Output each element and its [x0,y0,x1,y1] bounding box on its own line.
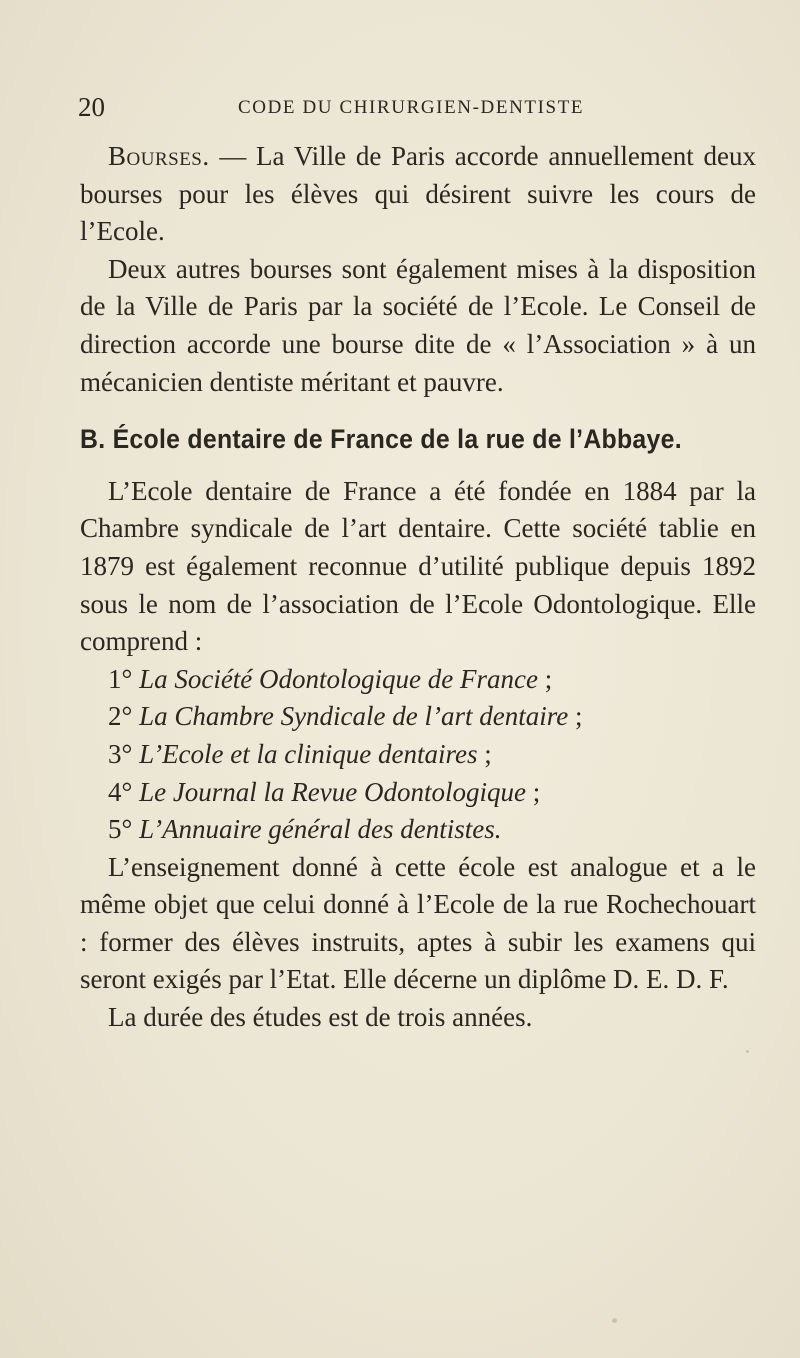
list-item-title: L’Annuaire général des dentistes. [139,814,502,845]
list-item-punct: ; [537,663,553,694]
running-title: CODE DU CHIRURGIEN-DENTISTE [238,97,585,118]
list-item [80,736,756,774]
list-item-number: 5° [108,814,140,845]
section-heading: B. École dentaire de France de la rue de l’Abbaye. [80,424,682,455]
bourses-paragraph [80,138,756,251]
list-item [80,811,756,849]
page-header [78,92,768,132]
page-number: 20 [78,92,105,122]
teaching-paragraph: L’enseignement donné à cette école est analogue et a le même objet que celui donné à l’Ecole de la rue Rochechouart : former des élèves instruits, aptes à subir les examens qui seront exigés par l’Etat. Elle décerne un diplôme D. E. D. F. [80,851,756,995]
duration-paragraph: La durée des études est de trois années. [108,1002,533,1033]
list-item-title: Le Journal la Revue Odontologique [139,776,526,807]
list-item-number: 4° [108,776,140,807]
paper-spot [746,1050,749,1053]
list-item [80,698,756,736]
list-item-punct: ; [568,701,583,732]
page-body [80,138,756,1037]
list-item-number: 3° [108,738,140,769]
list-item [80,774,756,812]
second-paragraph: Deux autres bourses sont également mises à la disposition de la Ville de Paris par la société de l’Ecole. Le Conseil de direction accorde une bourse dite de « l’Association » à un mécanicien dentiste méritant et pauvre. [80,253,756,397]
list-item-number: 2° [108,701,140,732]
list-item-title: La Société Odontologique de France [139,663,538,694]
section-intro: L’Ecole dentaire de France a été fondée en 1884 par la Chambre syndicale de l’art dentaire. Cette société tablie en 1879 est également reconnue d’utilité publique depuis 1892 sous le nom de l’association de l’Ecole Odontologique. Elle comprend : [80,475,756,657]
bourses-lead: Bourses. [108,141,210,171]
components-list [80,661,756,849]
list-item-title: L’Ecole et la clinique dentaires [139,738,478,769]
list-item-title: La Chambre Syndicale de l’art dentaire [139,701,569,732]
bourses-text: — La Ville de Paris accorde annuellement deux bourses pour les élèves qui désirent suivre les cours de l’Ecole. [80,141,756,247]
list-item [80,661,756,699]
list-item-punct: ; [526,776,541,807]
list-item-punct: ; [477,738,492,769]
paper-spot [612,1318,617,1323]
list-item-number: 1° [108,663,140,694]
